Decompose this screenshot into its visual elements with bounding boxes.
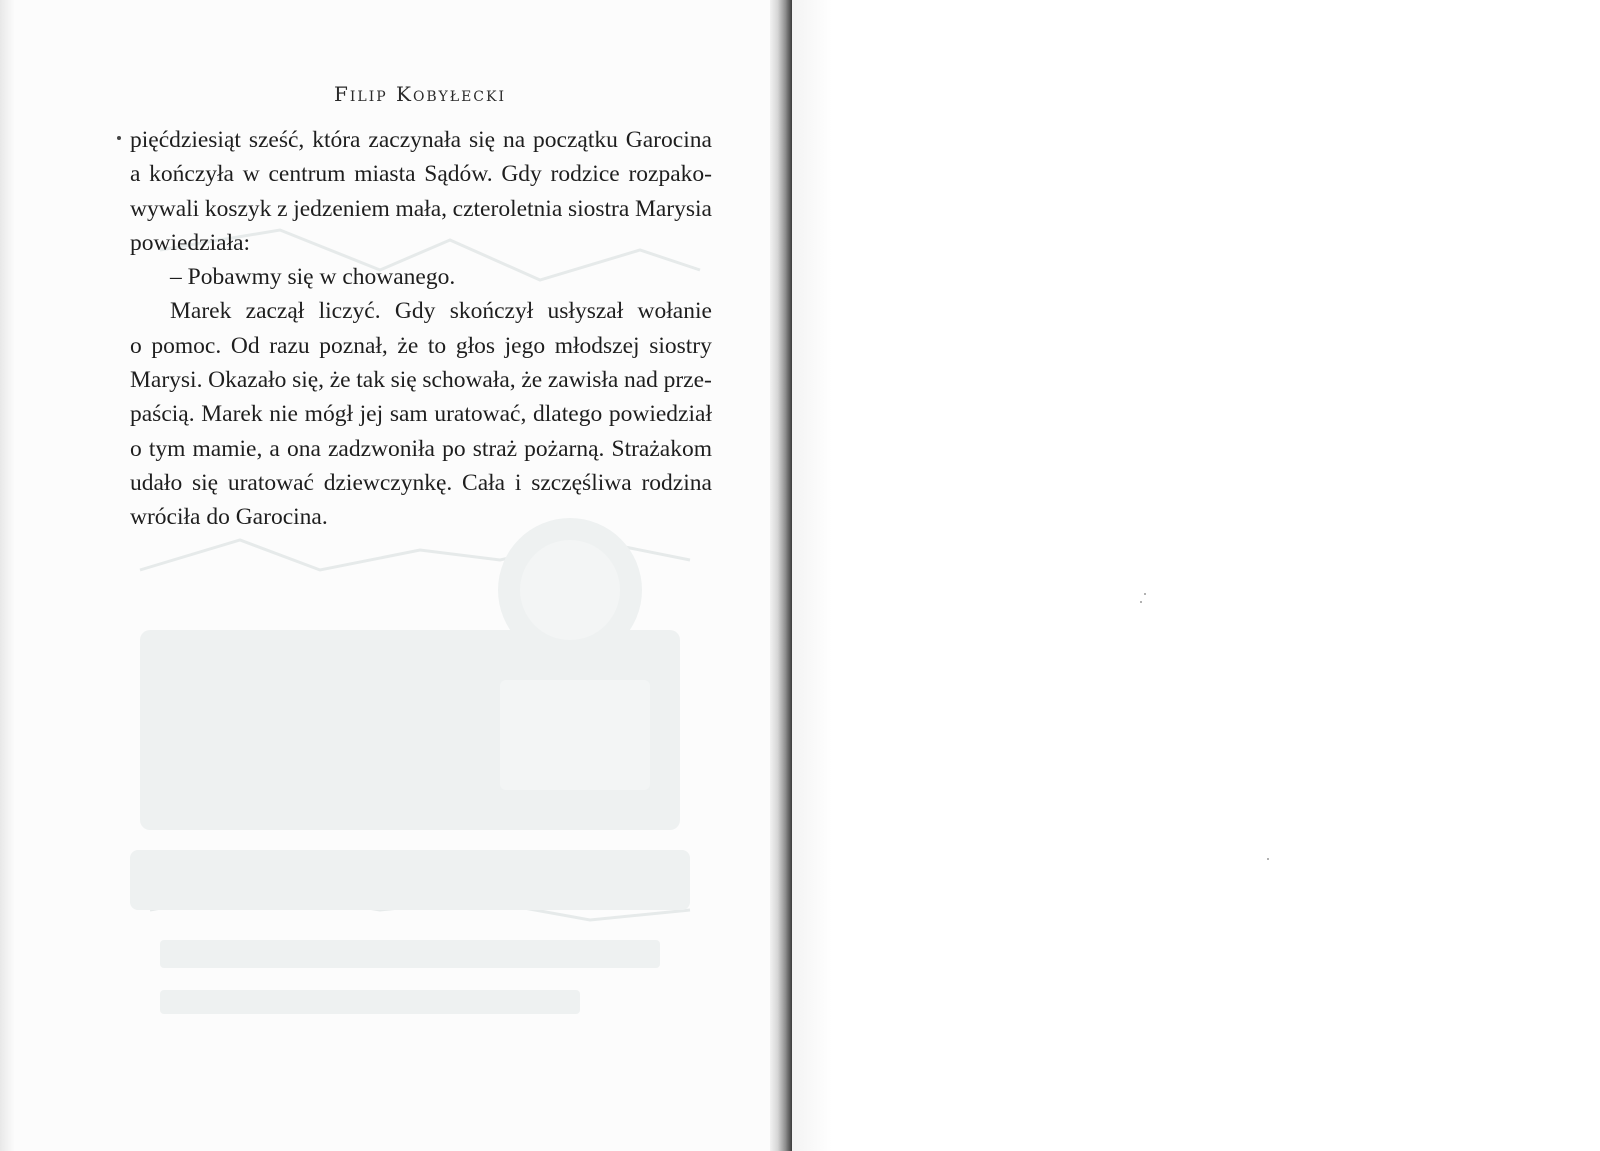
right-page-blank <box>792 0 1600 1151</box>
text-line-last: wróciła do Garocina. <box>130 504 328 531</box>
running-head: Filip Kobyłecki <box>333 82 506 106</box>
word: siostry <box>649 332 712 359</box>
word: początku <box>533 127 618 153</box>
paper-speck <box>1267 858 1269 860</box>
paper-speck <box>1144 593 1146 595</box>
word: Marysia <box>634 195 712 222</box>
text-line <box>130 363 712 397</box>
word: zawisła <box>547 367 619 394</box>
stray-mark <box>117 136 121 140</box>
binding-gutter <box>770 0 792 1151</box>
word: poznał, <box>319 332 388 359</box>
word: pomoc. <box>151 332 222 359</box>
word: że <box>397 332 419 359</box>
dialogue-line: – Pobawmy się w chowanego. <box>170 264 456 291</box>
word: z <box>277 195 288 222</box>
word: zaczął <box>245 298 305 325</box>
word: uratować <box>227 469 314 496</box>
text-line <box>130 329 712 363</box>
word: Strażakom <box>611 435 712 462</box>
word: czteroletnia <box>452 195 563 222</box>
word: że <box>521 367 543 394</box>
body-text <box>130 123 712 535</box>
word: Marek <box>201 401 263 428</box>
word: Garocina <box>625 127 712 153</box>
word: tym <box>148 435 186 462</box>
word: szczęśliwa <box>531 469 632 496</box>
text-line <box>130 123 712 157</box>
word: Okazało <box>208 367 287 394</box>
word: po <box>442 435 466 462</box>
text-line <box>130 397 712 431</box>
word: zaczynała <box>368 127 462 153</box>
word: a <box>269 435 280 462</box>
word: się, <box>292 367 325 394</box>
word: mamie, <box>192 435 263 462</box>
word: rodzina <box>641 469 712 496</box>
word: schowała, <box>422 367 516 394</box>
word: to <box>427 332 447 359</box>
word: że <box>329 367 351 394</box>
word: mógł <box>304 401 353 428</box>
word: sam <box>389 401 428 428</box>
word: skończył <box>449 298 534 325</box>
word: wołanie <box>637 298 712 325</box>
word: udało <box>130 469 183 496</box>
word: Od <box>230 332 260 359</box>
word: rozpako- <box>628 161 712 188</box>
word: liczyć. <box>318 298 381 325</box>
word: Sądów. <box>424 161 493 188</box>
word: się <box>468 127 496 153</box>
word: straż <box>472 435 518 462</box>
word: mała, <box>395 195 447 222</box>
word: paścią. <box>130 401 195 428</box>
word: głos <box>455 332 495 359</box>
word: o <box>130 332 142 359</box>
word: i <box>514 469 522 496</box>
word: w <box>242 161 260 188</box>
text-line <box>130 294 712 328</box>
page-edge-shadow <box>0 0 14 1151</box>
word: jedzeniem <box>293 195 390 222</box>
word: pięćdziesiąt <box>130 127 241 153</box>
word: rodzice <box>550 161 620 188</box>
word: dlatego <box>533 401 603 428</box>
word: razu <box>269 332 310 359</box>
word: która <box>312 127 361 153</box>
text-line <box>130 157 712 191</box>
paper-speck <box>1140 601 1142 603</box>
word: koszyk <box>204 195 272 222</box>
word: jego <box>504 332 546 359</box>
text-line-last: powiedziała: <box>130 229 251 256</box>
word: miasta <box>354 161 416 188</box>
text-line <box>130 192 712 226</box>
word: nie <box>269 401 298 428</box>
word: się <box>390 367 417 394</box>
word: młodszej <box>554 332 640 359</box>
word: Gdy <box>501 161 542 188</box>
word: się <box>191 469 219 496</box>
word: jej <box>359 401 384 428</box>
word: usłyszał <box>547 298 624 325</box>
word: uratować, <box>434 401 527 428</box>
word: centrum <box>268 161 346 188</box>
word: kończyła <box>149 161 234 188</box>
word: o <box>130 435 142 462</box>
left-page <box>0 0 782 1151</box>
word: pożarną. <box>524 435 605 462</box>
word: nad <box>624 367 658 394</box>
word: a <box>130 161 141 188</box>
word: siostra <box>567 195 630 222</box>
word: Cała <box>462 469 506 496</box>
word: na <box>502 127 526 153</box>
word: ona <box>286 435 321 462</box>
word: Marysi. <box>130 367 203 394</box>
word: Gdy <box>394 298 436 325</box>
word: zadzwoniła <box>327 435 435 462</box>
word: powiedział <box>608 401 712 428</box>
text-line <box>130 466 712 500</box>
word: tak <box>356 367 385 394</box>
word: wywali <box>130 195 200 222</box>
word: prze- <box>663 367 712 394</box>
word: dziewczynkę. <box>323 469 453 496</box>
text-line <box>130 432 712 466</box>
word: sześć, <box>248 127 305 153</box>
word: Marek <box>170 298 232 325</box>
